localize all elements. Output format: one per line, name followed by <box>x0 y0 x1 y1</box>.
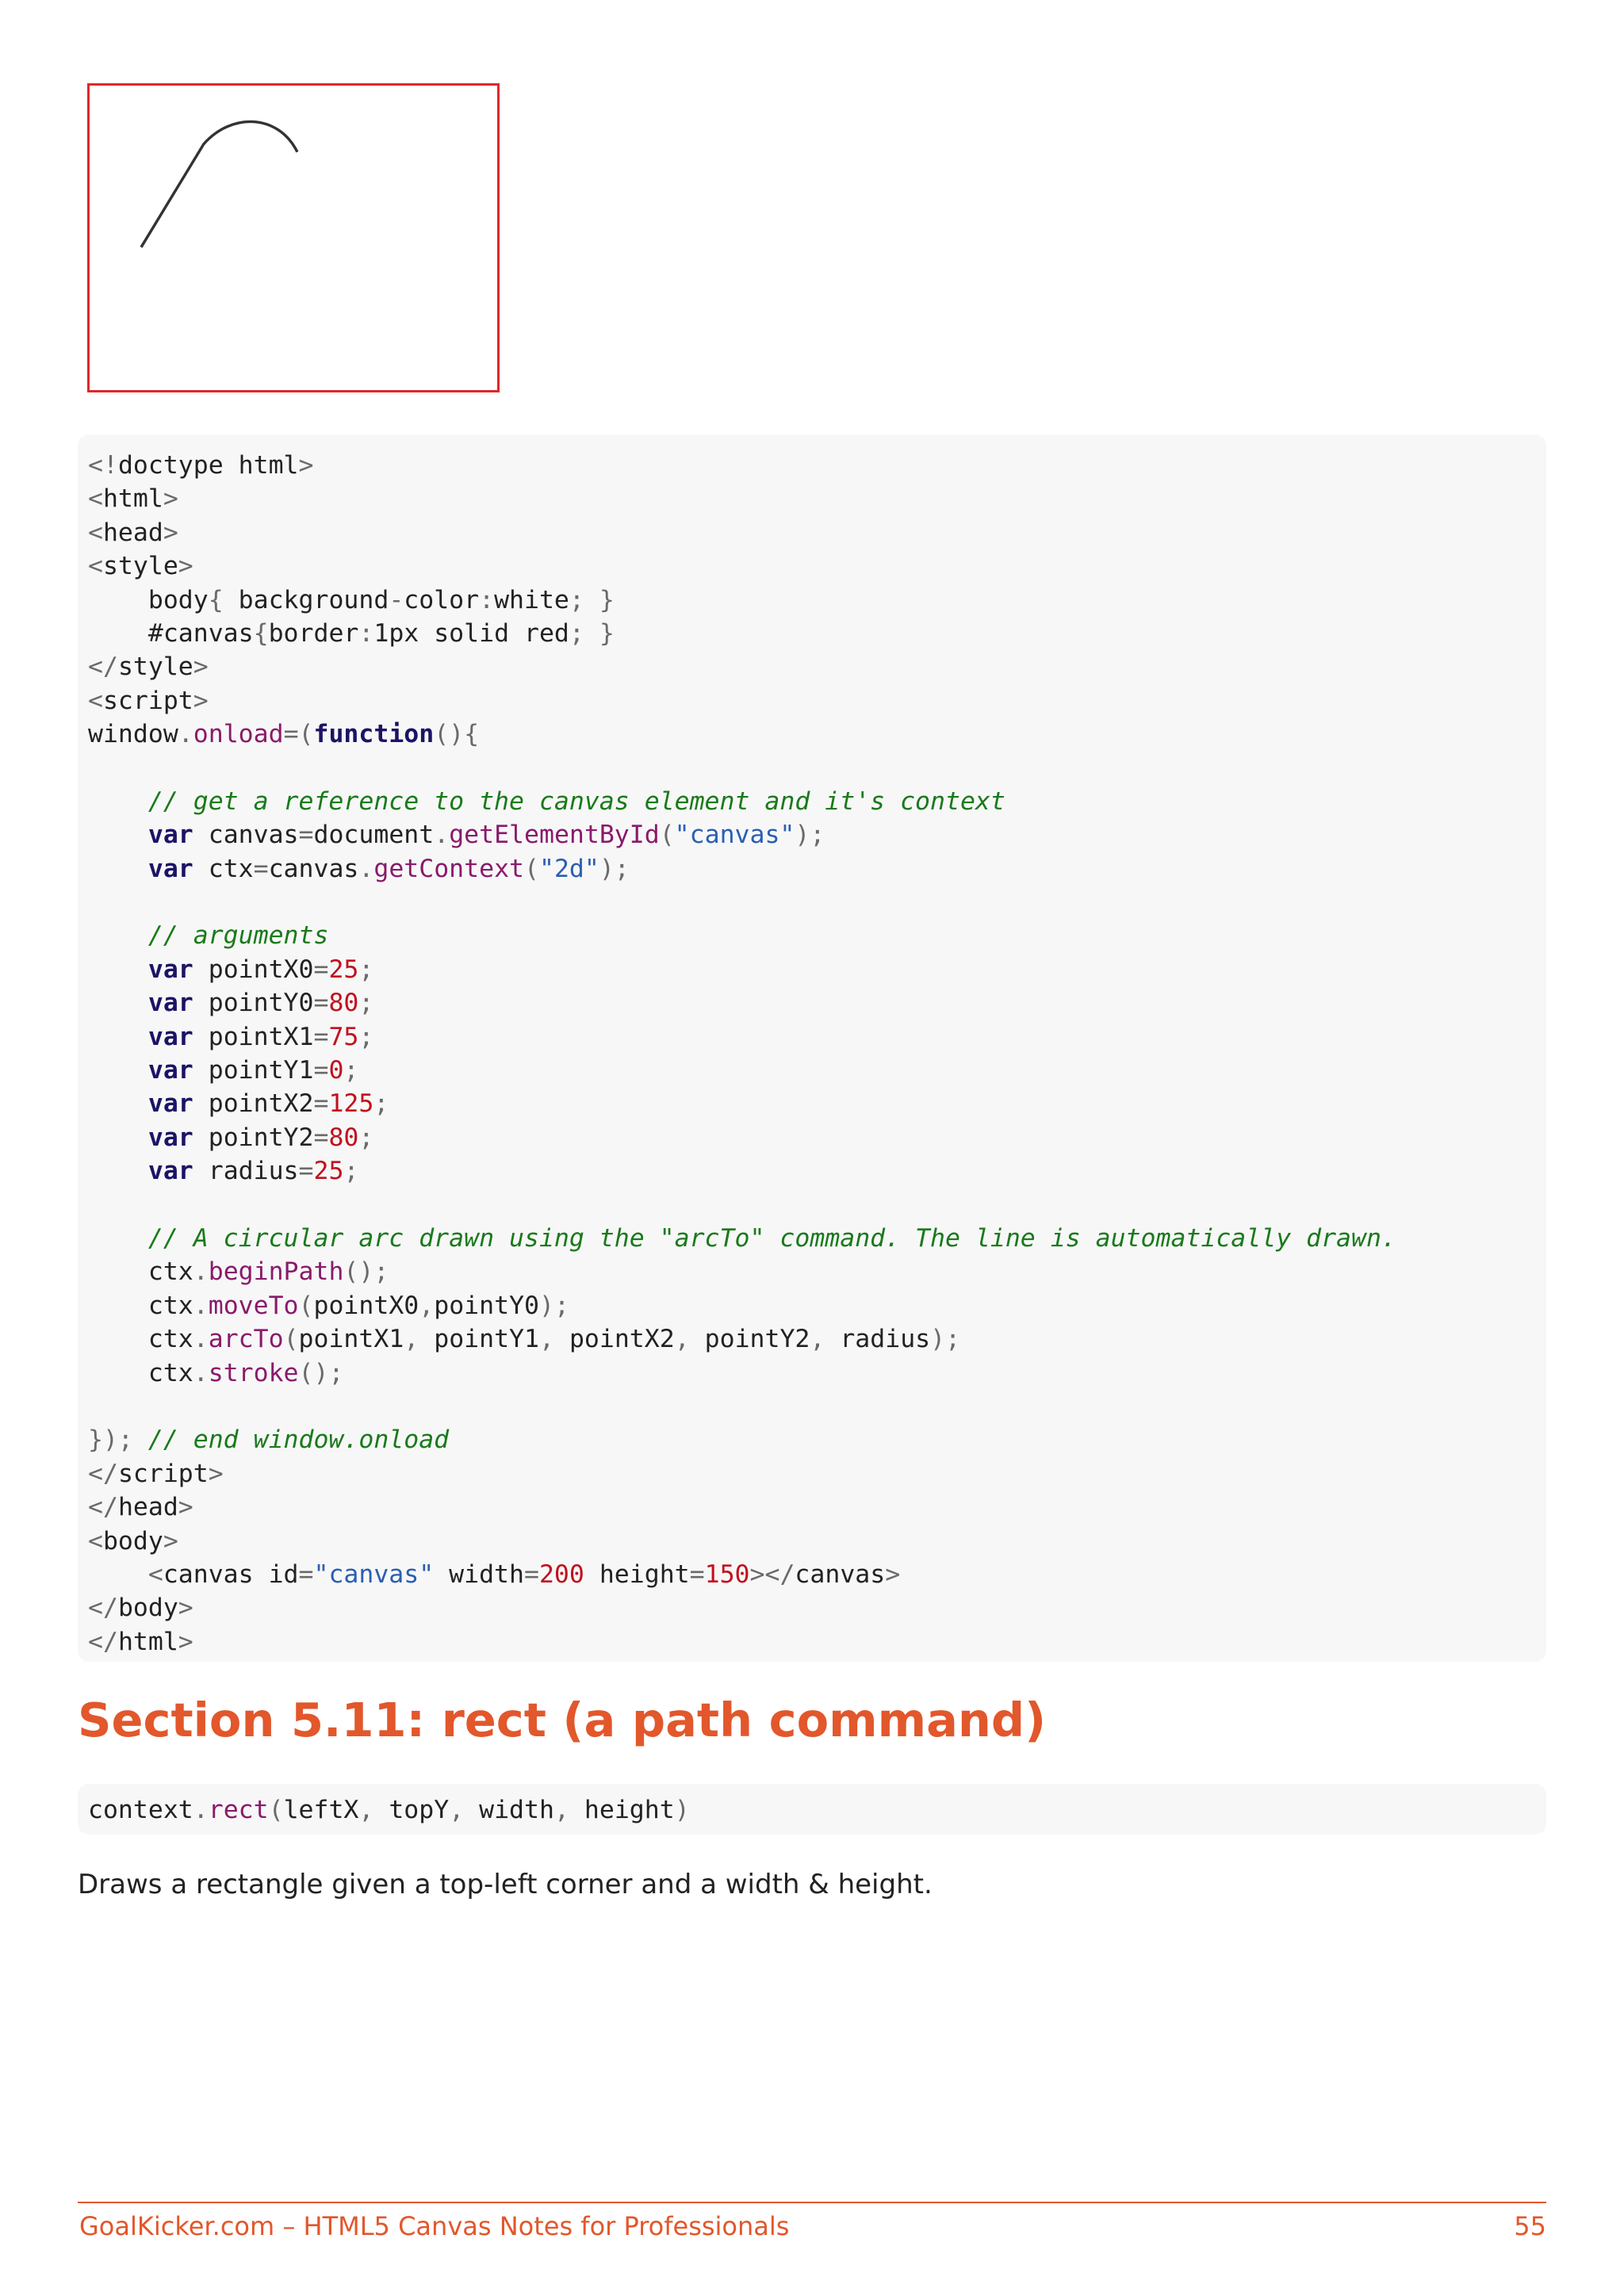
code-token: // get a reference to the canvas element and it's context <box>88 786 1005 816</box>
code-token: ); <box>539 1291 569 1320</box>
code-token: </ <box>88 1627 118 1656</box>
code-token: 150 <box>704 1559 750 1589</box>
code-token: // A circular arc drawn using the "arcTo" command. The line is automatically drawn. <box>88 1223 1396 1253</box>
code-line <box>88 953 1546 986</box>
code-token: onload <box>193 720 284 749</box>
code-token: , <box>404 1325 435 1354</box>
code-token: // end window.onload <box>147 1425 450 1455</box>
code-token: > <box>163 518 178 547</box>
code-token: arcTo <box>208 1325 284 1354</box>
code-token: > <box>193 652 209 682</box>
code-token: leftX <box>283 1796 359 1824</box>
code-token: ; } <box>569 585 615 614</box>
code-token: ( <box>524 854 539 883</box>
code-token: ctx <box>193 854 254 883</box>
code-token: , <box>674 1325 705 1354</box>
code-token: radius <box>840 1325 931 1354</box>
code-token: , <box>449 1796 480 1824</box>
code-token: > <box>178 1627 193 1656</box>
code-line <box>88 1457 1546 1490</box>
code-token: body <box>117 1594 178 1623</box>
code-token: var <box>88 955 193 984</box>
code-token: ( <box>283 1325 299 1354</box>
code-token: height <box>584 1796 675 1824</box>
code-token: ; } <box>569 618 615 648</box>
footer-divider <box>78 2202 1546 2203</box>
code-token: }); <box>88 1425 148 1455</box>
code-token: stroke <box>208 1358 299 1387</box>
code-token: head <box>117 1493 178 1522</box>
code-line <box>88 1322 1546 1356</box>
code-token: var <box>88 1123 193 1152</box>
code-token: var <box>88 854 193 883</box>
code-token: html <box>117 1627 178 1656</box>
code-token: moveTo <box>208 1291 299 1320</box>
section-title: Section 5.11: rect (a path command) <box>78 1693 1047 1747</box>
arcto-stroke <box>141 121 297 247</box>
arc-illustration <box>90 86 497 390</box>
canvas-output-figure <box>87 83 500 392</box>
code-token: ; <box>358 989 374 1018</box>
code-token: var <box>88 1022 193 1051</box>
code-line <box>88 919 1546 952</box>
code-line <box>88 1390 1546 1423</box>
code-token: var <box>88 1056 193 1085</box>
code-token: = <box>298 1157 314 1186</box>
code-line <box>88 1188 1546 1222</box>
code-token: (); <box>298 1358 344 1387</box>
code-token: ) <box>674 1796 690 1824</box>
code-token: getElementById <box>449 821 660 850</box>
code-token: height <box>584 1559 690 1589</box>
code-token: <! <box>88 451 118 480</box>
code-token: "2d" <box>538 854 599 883</box>
code-token: 80 <box>328 1123 359 1152</box>
code-token: 0 <box>328 1056 344 1085</box>
code-line <box>88 1525 1546 1558</box>
code-line <box>88 1357 1546 1390</box>
code-block-rect-signature <box>78 1784 1546 1835</box>
code-token: width <box>479 1796 554 1824</box>
code-token: = <box>298 821 314 850</box>
code-token: 75 <box>328 1022 359 1051</box>
code-line <box>88 1154 1546 1188</box>
code-line <box>88 886 1546 919</box>
code-token: ></ <box>749 1559 795 1589</box>
code-token: pointY0 <box>434 1291 539 1320</box>
code-token: , <box>419 1291 435 1320</box>
code-token: </ <box>88 652 118 682</box>
code-token: document <box>313 821 435 850</box>
code-line <box>88 852 1546 886</box>
code-token: var <box>88 1157 193 1186</box>
code-token: , <box>810 1325 841 1354</box>
code-token: #canvas <box>88 618 254 648</box>
code-token: { <box>253 618 269 648</box>
code-line <box>88 449 1546 482</box>
code-token: = <box>313 1089 329 1119</box>
code-token: getContext <box>373 854 525 883</box>
code-line <box>88 549 1546 583</box>
code-line <box>88 1020 1546 1054</box>
code-line <box>88 1087 1546 1120</box>
code-line <box>88 1289 1546 1322</box>
code-token: pointX1 <box>193 1022 314 1051</box>
code-block-arcto-example <box>78 434 1546 1662</box>
code-token: ); <box>599 854 630 883</box>
code-line <box>88 1625 1546 1659</box>
code-line <box>88 516 1546 549</box>
footer-source: GoalKicker.com – HTML5 Canvas Notes for Professionals <box>79 2211 790 2241</box>
code-token: beginPath <box>208 1257 344 1287</box>
code-token: = <box>313 1022 329 1051</box>
code-token: </ <box>88 1594 118 1623</box>
code-token: ctx <box>88 1291 193 1320</box>
code-token: , <box>553 1796 584 1824</box>
code-token: pointY2 <box>704 1325 810 1354</box>
code-token: window <box>88 720 178 749</box>
code-token: color <box>404 585 480 614</box>
code-token: : <box>479 585 495 614</box>
code-token: 125 <box>328 1089 374 1119</box>
code-token: > <box>178 1594 193 1623</box>
code-token: > <box>163 484 178 514</box>
code-token: width <box>434 1559 524 1589</box>
code-token: ; <box>343 1157 359 1186</box>
code-token: pointX0 <box>193 955 314 984</box>
code-token: pointY1 <box>434 1325 539 1354</box>
code-token: ; <box>373 1089 389 1119</box>
section-description: Draws a rectangle given a top-left corner and a width & height. <box>78 1869 933 1900</box>
code-token: pointX2 <box>569 1325 675 1354</box>
code-token: ctx <box>88 1325 193 1354</box>
code-token: : <box>358 618 374 648</box>
code-token: body <box>88 585 209 614</box>
code-token: < <box>88 552 103 581</box>
code-token: (); <box>343 1257 389 1287</box>
code-token: = <box>253 854 269 883</box>
code-line <box>88 785 1546 818</box>
code-token: ctx <box>88 1358 193 1387</box>
code-token: pointY0 <box>193 989 314 1018</box>
code-token: 200 <box>538 1559 584 1589</box>
code-line <box>88 1793 1546 1827</box>
code-token: 1px solid red <box>373 618 569 648</box>
code-line <box>88 1423 1546 1456</box>
code-token: ); <box>795 821 825 850</box>
code-line <box>88 584 1546 617</box>
code-line <box>88 482 1546 515</box>
code-token: 25 <box>313 1157 344 1186</box>
code-token: </ <box>88 1459 118 1488</box>
code-token: . <box>193 1257 209 1287</box>
code-token: (){ <box>434 720 480 749</box>
code-line <box>88 1054 1546 1087</box>
code-token: var <box>88 821 193 850</box>
code-token: { <box>208 585 239 614</box>
code-token: pointY2 <box>193 1123 314 1152</box>
code-token: canvas <box>268 854 359 883</box>
code-token: ; <box>343 1056 359 1085</box>
code-token: head <box>102 518 163 547</box>
code-token: . <box>178 720 193 749</box>
code-line <box>88 818 1546 851</box>
code-token: - <box>389 585 404 614</box>
code-token: style <box>117 652 193 682</box>
code-line <box>88 752 1546 785</box>
code-token: > <box>208 1459 224 1488</box>
code-token: > <box>298 451 314 480</box>
code-token: 80 <box>328 989 359 1018</box>
code-token: > <box>885 1559 901 1589</box>
code-token: < <box>88 686 103 715</box>
code-token: "canvas" <box>313 1559 435 1589</box>
code-token: ( <box>298 1291 314 1320</box>
code-token: // arguments <box>88 921 329 951</box>
code-token: = <box>313 955 329 984</box>
code-token: = <box>313 989 329 1018</box>
code-token: . <box>193 1291 209 1320</box>
code-token: < <box>88 518 103 547</box>
code-token: "canvas" <box>674 821 795 850</box>
code-token: pointX0 <box>313 1291 419 1320</box>
code-token: pointX1 <box>298 1325 404 1354</box>
code-token: = <box>313 1056 329 1085</box>
code-token: pointX2 <box>193 1089 314 1119</box>
code-line <box>88 1591 1546 1624</box>
code-token: context <box>88 1796 193 1824</box>
code-token: =( <box>283 720 314 749</box>
code-token: . <box>358 854 374 883</box>
code-token: html <box>102 484 163 514</box>
code-line <box>88 684 1546 718</box>
code-token: . <box>193 1325 209 1354</box>
code-token: border <box>268 618 359 648</box>
code-token: ctx <box>88 1257 193 1287</box>
code-token: var <box>88 1089 193 1119</box>
code-token: ( <box>659 821 675 850</box>
code-token: canvas <box>193 821 299 850</box>
code-line <box>88 1490 1546 1524</box>
code-token: background <box>238 585 389 614</box>
code-token: ; <box>358 1022 374 1051</box>
code-token: . <box>193 1358 209 1387</box>
code-token: = <box>313 1123 329 1152</box>
code-token: radius <box>193 1157 299 1186</box>
code-token: var <box>88 989 193 1018</box>
code-token: canvas <box>795 1559 886 1589</box>
code-token: ); <box>930 1325 961 1354</box>
code-token: > <box>178 1493 193 1522</box>
code-token: = <box>298 1559 314 1589</box>
code-token: < <box>88 1526 103 1556</box>
code-token: ; <box>358 955 374 984</box>
code-token: > <box>193 686 209 715</box>
code-token: doctype html <box>117 451 299 480</box>
code-token: < <box>88 1559 163 1589</box>
code-token: ; <box>358 1123 374 1152</box>
code-token: 25 <box>328 955 359 984</box>
code-token: white <box>494 585 569 614</box>
code-token: ( <box>268 1796 284 1824</box>
code-token: > <box>163 1526 178 1556</box>
code-line <box>88 617 1546 650</box>
code-token: </ <box>88 1493 118 1522</box>
code-line <box>88 1255 1546 1288</box>
code-token: > <box>178 552 193 581</box>
code-line <box>88 1121 1546 1154</box>
code-line <box>88 986 1546 1020</box>
code-token: < <box>88 484 103 514</box>
code-token: , <box>358 1796 389 1824</box>
code-token: . <box>434 821 450 850</box>
code-token: , <box>539 1325 569 1354</box>
code-token: canvas id <box>163 1559 299 1589</box>
code-token: pointY1 <box>193 1056 314 1085</box>
code-token: style <box>102 552 178 581</box>
code-line <box>88 718 1546 751</box>
code-token: script <box>102 686 193 715</box>
code-line <box>88 650 1546 683</box>
code-token: topY <box>389 1796 450 1824</box>
code-token: body <box>102 1526 163 1556</box>
code-line <box>88 1558 1546 1591</box>
code-token: . <box>193 1796 209 1824</box>
code-token: script <box>117 1459 209 1488</box>
code-token: function <box>313 720 435 749</box>
code-token: = <box>689 1559 705 1589</box>
code-token: rect <box>208 1796 269 1824</box>
page-number: 55 <box>1514 2211 1546 2241</box>
code-token: = <box>524 1559 539 1589</box>
code-line <box>88 1222 1546 1255</box>
